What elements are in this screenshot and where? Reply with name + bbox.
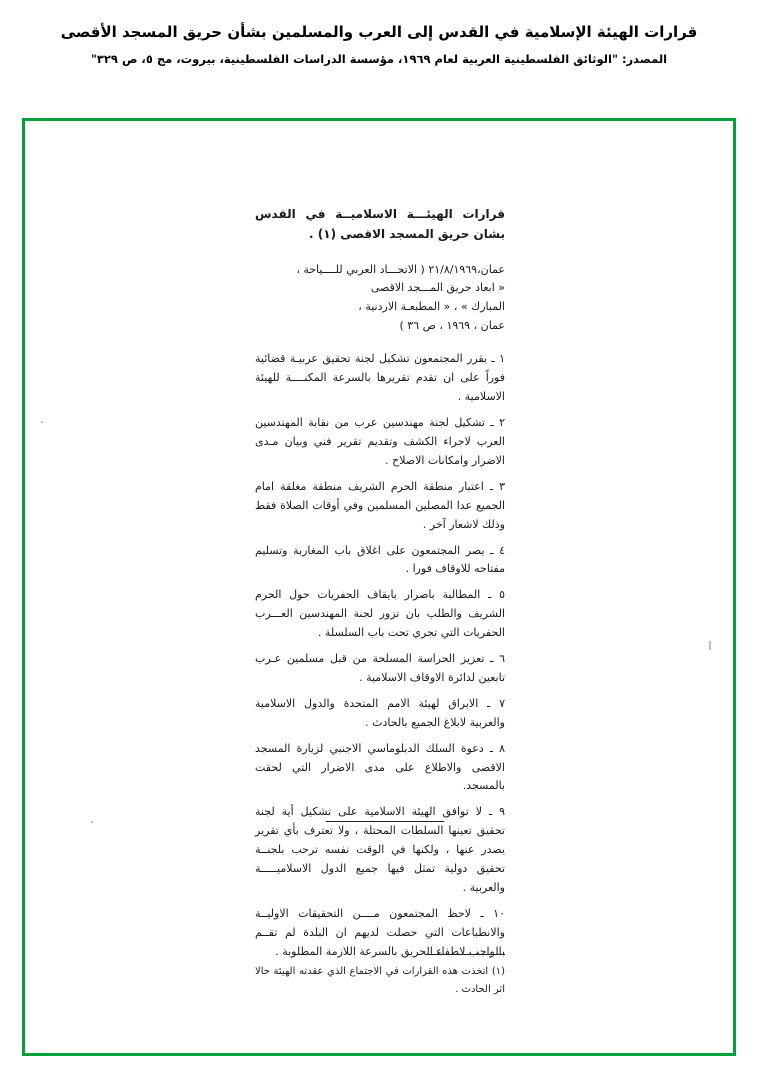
footnote-divider (425, 954, 505, 955)
resolution-item: ٦ ـ تعزيز الحراسة المسلحة من قبل مسلمين عـرب تابعين لدائرة الاوقاف الاسلامية . (255, 652, 505, 684)
resolution-item: ١٠ ـ لاحظ المجتمعون مــــن التحقيقات الاوليــة والانطباعات التي حصلت لديهم ان البلدة لم تقــم بالواجب لاطفاء الحريق بالسرعة اللازمة المطلوبة . (255, 906, 505, 958)
meta-line: عمان،٢١/٨/١٩٦٩ ( الاتحـــاد العربي للــــياحة ، (296, 262, 505, 276)
scanned-page (25, 121, 733, 1053)
resolution-item: ٧ ـ الابراق لهيئة الامم المتحدة والدول الاسلامية والعربية لابلاغ الجميع بالحادث . (255, 696, 505, 729)
meta-line: عمان ، ١٩٦٩ ، ص ٣٦ ) (399, 318, 505, 332)
scan-speck (41, 421, 43, 423)
scan-speck (91, 821, 93, 823)
document-meta (255, 261, 505, 336)
footnote-text: (١) اتخذت هذه القرارات في الاجتماع الذي عقدته الهيئة حالا اثر الحادث . (255, 966, 505, 995)
resolution-item: ٨ ـ دعوة السلك الدبلوماسي الاجنبي لزيارة المسجد الاقصى والاطلاع على مدى الاضرار التي لحقت بالمسجد. (255, 741, 505, 793)
document-title: قرارات الهيئـــة الاسلاميــة في القدس بشان حريق المسجد الاقصى (١) . (255, 207, 505, 241)
source-line: المصدر: "الوثائق الفلسطينية العربية لعام ١٩٦٩، مؤسسة الدراسات الفلسطينية، بيروت، مج ٥، ص ٣٢٩" (90, 52, 668, 66)
resolution-item: ١ ـ يقرر المجتمعون تشكيل لجنة تحقيق عربيـة قضائية فوراً على ان تقدم تقريرها بالسرعة المكنــــة للهيئة الاسلامية . (255, 352, 505, 404)
resolution-item: ٩ ـ لا توافق الهيئة الاسلامية على تشكيل أية لجنة تحقيق تعينها السلطات المحتلة ، ولا تعترف بأي تقرير يصدر عنها ، ولكنها في الوقت نفسه ترحب بلجنــة تحقيق دولية تمثل فيها جميع الدول الاسلاميـــــة والعربية . (255, 805, 505, 894)
scanned-document-frame (22, 118, 736, 1056)
resolution-item: ٣ ـ اعتبار منطقة الحرم الشريف منطقة مغلقة امام الجميع عدا المصلين المسلمين وفي أوقات الصلاة فقط وذلك لاشعار آخر . (255, 479, 505, 531)
resolution-item: ٤ ـ يصر المجتمعون على اغلاق باب المغاربة وتسليم مفتاحه للاوقاف فورا . (255, 543, 505, 576)
resolution-item: ٥ ـ المطالبة باصرار بايقاف الحفريات حول الحرم الشريف والطلب بان تزور لجنة المهندسين العـــرب الحفريات التي تجري تحت باب السلسلة . (255, 588, 505, 640)
page-header (0, 0, 758, 66)
page-title: قرارات الهيئة الإسلامية في القدس إلى العرب والمسلمين بشأن حريق المسجد الأقصى (60, 23, 698, 41)
horizontal-divider (326, 821, 444, 822)
meta-line: المبارك » ، « المطبعـة الاردنية ، (358, 299, 505, 313)
resolution-item: ٢ ـ تشكيل لجنة مهندسين عرب من نقابة المهندسين العرب لاجراء الكشف وتقديم تقرير فني وبيان مـدى الاضرار وامكانات الاصلاح . (255, 416, 505, 467)
document-body (255, 205, 505, 969)
meta-line: « ابعاد حريق المـــجد الاقصى (370, 281, 505, 295)
scan-speck (709, 641, 711, 650)
